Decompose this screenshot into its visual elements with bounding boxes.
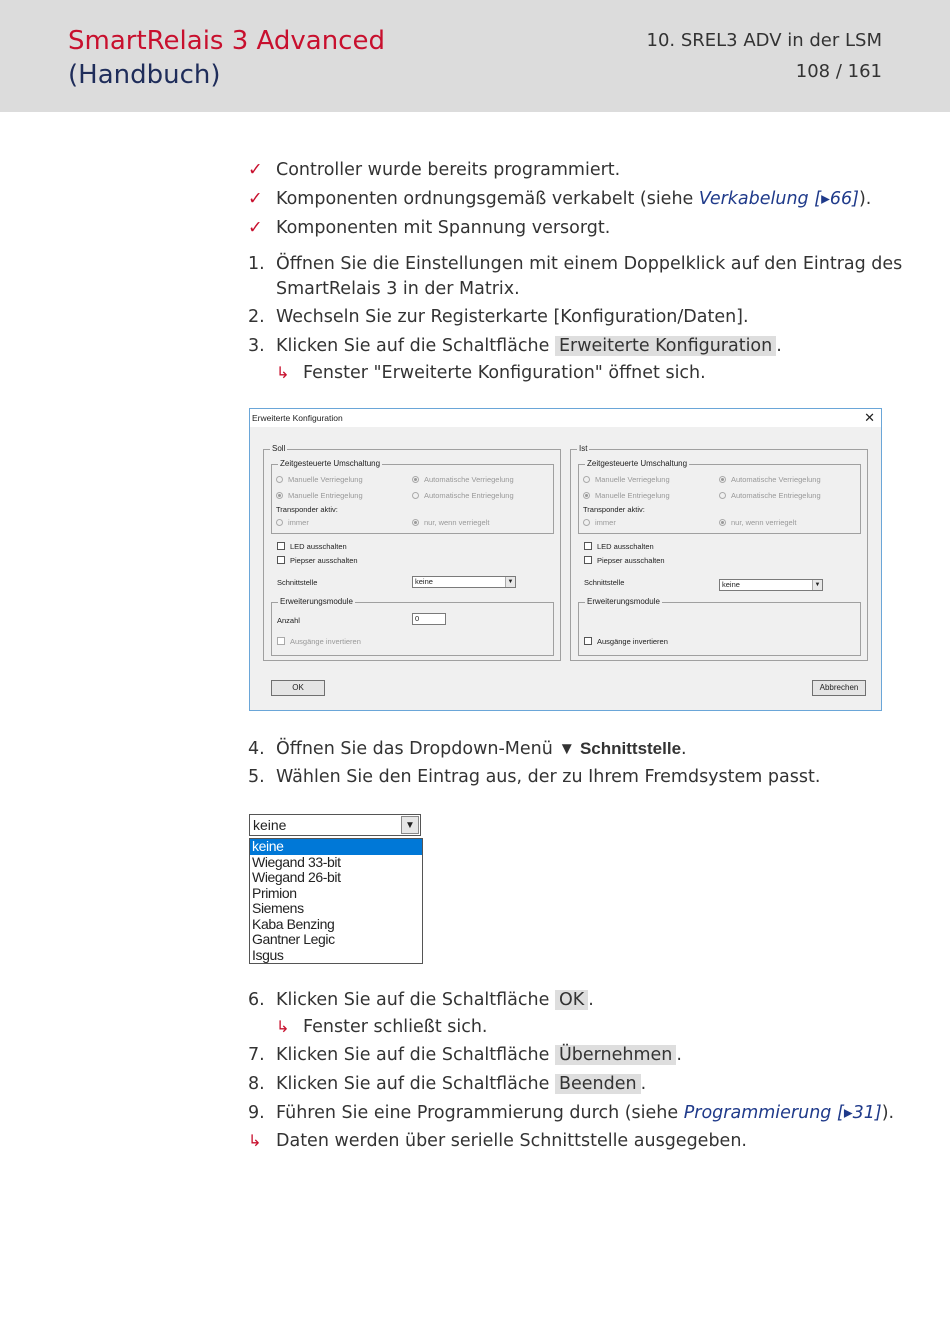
abbrechen-button[interactable]: Abbrechen [812,680,866,696]
uebernehmen-button-ref: Übernehmen [555,1045,676,1065]
ist-led-checkbox[interactable]: LED ausschalten [584,542,654,551]
result-arrow-icon: ↳ [276,363,290,382]
ok-button-ref: OK [555,990,588,1010]
soll-group: Soll Zeitgesteuerte Umschaltung Manuelle Verriegelung Automatische Verriegelung Manuelle Entriegelung Automatische Entriegelung Transponder aktiv: immer nur, wenn verriegelt LED ausschalten Piepser ausschalten Schnittstelle keine ▼ Erweiterungsmodule Anzahl 0 Ausgänge invertieren [263,449,561,661]
schnittstelle-menu-ref: ▼ Schnittstelle [558,739,682,758]
option-keine[interactable]: keine [250,839,422,855]
title-line-2: (Handbuch) [68,60,221,90]
ist-auto-ver-radio[interactable]: Automatische Verriegelung [719,475,821,484]
ist-erweiterung-group: Erweiterungsmodule Ausgänge invertieren [578,602,861,656]
check-icon: ✓ [248,189,263,209]
option-wiegand-26[interactable]: Wiegand 26-bit [252,869,341,885]
schnittstelle-combo[interactable]: keine ▼ [249,814,421,836]
beenden-button-ref: Beenden [555,1074,641,1094]
soll-anzahl-input[interactable]: 0 [412,613,446,625]
ist-ausgaenge-checkbox[interactable]: Ausgänge invertieren [584,637,668,646]
page-header [0,0,950,112]
ist-group: Ist Zeitgesteuerte Umschaltung Manuelle Verriegelung Automatische Verriegelung Manuelle Entriegelung Automatische Entriegelung Transponder aktiv: immer nur, wenn verriegelt LED ausschalten Piepser ausschalten Schnittstelle keine ▼ Erweiterungsmodule Ausgänge invertieren [570,449,868,661]
ref-arrow-icon: ▸ [821,189,830,209]
close-icon[interactable]: ✕ [864,410,875,425]
page-number: 108 / 161 [795,61,882,82]
document-title [68,24,385,92]
soll-auto-ent-radio[interactable]: Automatische Entriegelung [412,491,514,500]
ist-zeit-group: Zeitgesteuerte Umschaltung Manuelle Verriegelung Automatische Verriegelung Manuelle Entriegelung Automatische Entriegelung Transponder aktiv: immer nur, wenn verriegelt [578,464,861,534]
check-icon: ✓ [248,218,263,238]
soll-auto-ver-radio[interactable]: Automatische Verriegelung [412,475,514,484]
programmierung-link[interactable]: Programmierung [▸31] [683,1103,882,1123]
ist-schnittstelle-label: Schnittstelle [584,578,625,587]
ist-auto-ent-radio[interactable]: Automatische Entriegelung [719,491,821,500]
chevron-down-icon: ▼ [505,577,515,587]
ist-immer-radio[interactable]: immer [583,518,616,527]
schnittstelle-option-list [249,838,423,964]
verkabelung-link[interactable]: Verkabelung [▸66] [698,189,859,209]
chevron-down-icon: ▼ [812,580,822,590]
dialog-title: Erweiterte Konfiguration [252,413,343,423]
soll-zeit-group: Zeitgesteuerte Umschaltung Manuelle Verriegelung Automatische Verriegelung Manuelle Entriegelung Automatische Entriegelung Transponder aktiv: immer nur, wenn verriegelt [271,464,554,534]
erweiterte-konfiguration-dialog [249,408,882,711]
ist-nur-radio[interactable]: nur, wenn verriegelt [719,518,796,527]
option-siemens[interactable]: Siemens [252,900,304,916]
soll-schnittstelle-label: Schnittstelle [277,578,318,587]
dialog-titlebar [250,409,881,427]
soll-ausgaenge-checkbox[interactable]: Ausgänge invertieren [277,637,361,646]
option-primion[interactable]: Primion [252,884,297,901]
ref-arrow-icon: ▸ [843,1103,853,1123]
chevron-down-icon[interactable]: ▼ [401,816,419,834]
ist-schnittstelle-select[interactable]: keine ▼ [719,579,823,591]
option-gantner-legic[interactable]: Gantner Legic [252,931,335,947]
option-kaba-benzing[interactable]: Kaba Benzing [252,915,335,932]
soll-man-ver-radio[interactable]: Manuelle Verriegelung [276,475,363,484]
ist-transponder-label: Transponder aktiv: [583,505,645,514]
soll-led-checkbox[interactable]: LED ausschalten [277,542,347,551]
erweiterte-konfiguration-button-ref: Erweiterte Konfiguration [555,336,776,356]
soll-piepser-checkbox[interactable]: Piepser ausschalten [277,556,358,565]
soll-immer-radio[interactable]: immer [276,518,309,527]
option-wiegand-33[interactable]: Wiegand 33-bit [252,853,341,870]
ist-man-ver-radio[interactable]: Manuelle Verriegelung [583,475,670,484]
result-arrow-icon: ↳ [248,1131,262,1150]
result-arrow-icon: ↳ [276,1017,290,1036]
chapter-label: 10. SREL3 ADV in der LSM [646,30,882,51]
ok-button[interactable]: OK [271,680,325,696]
title-line-1: SmartRelais 3 Advanced [68,26,385,56]
ist-man-ent-radio[interactable]: Manuelle Entriegelung [583,491,670,500]
option-isgus[interactable]: Isgus [252,946,284,963]
ist-piepser-checkbox[interactable]: Piepser ausschalten [584,556,665,565]
soll-transponder-label: Transponder aktiv: [276,505,338,514]
soll-erweiterung-group: Erweiterungsmodule Anzahl 0 Ausgänge invertieren [271,602,554,656]
soll-schnittstelle-select[interactable]: keine ▼ [412,576,516,588]
soll-nur-radio[interactable]: nur, wenn verriegelt [412,518,489,527]
check-icon: ✓ [248,160,263,180]
soll-man-ent-radio[interactable]: Manuelle Entriegelung [276,491,363,500]
